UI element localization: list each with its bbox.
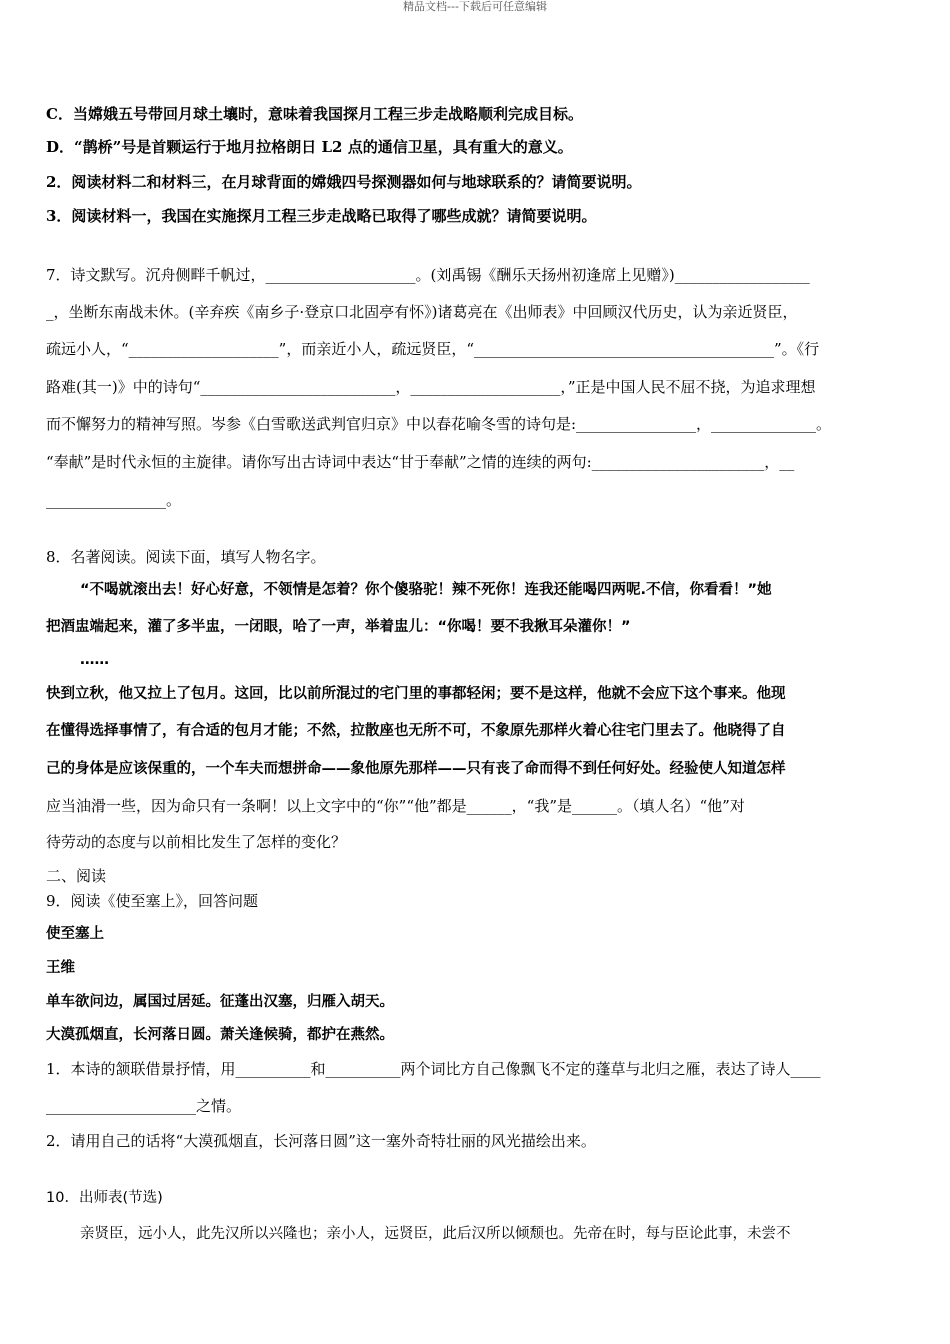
excerpt-line-1: “不喝就滚出去！好心好意，不领情是怎着？你个傻骆驼！辣不死你！连我还能喝四两呢.不信，你看看！”她 [80, 582, 772, 598]
question-9-2: 2．请用自己的话将“大漠孤烟直，长河落日圆”这一塞外奇特壮丽的风光描绘出来。 [46, 1132, 596, 1150]
question-8-line-1: 应当油滑一些，因为命只有一条啊！以上文字中的“你”“他”都是______，“我”是______。（填人名）“他”对 [46, 797, 745, 815]
poem-line-1: 单车欲问边，属国过居延。征蓬出汉塞，归雁入胡天。 [46, 994, 394, 1010]
question-7-line-2: _，坐断东南战未休。(辛弃疾《南乡子·登京口北固亭有怀》)诸葛亮在《出师表》中回顾汉代历史，认为亲近贤臣， [46, 303, 798, 321]
passage-line-1: 亲贤臣，远小人，此先汉所以兴隆也；亲小人，远贤臣，此后汉所以倾颓也。先帝在时，每与臣论此事，未尝不 [80, 1226, 791, 1242]
question-7-line-1: 7．诗文默写。沉舟侧畔千帆过，____________________。(刘禹锡《酬乐天扬州初逢席上见赠》)__________________ [46, 266, 810, 284]
question-10-title: 10．出师表(节选) [46, 1190, 163, 1206]
question-7-line-6: “奉献”是时代永恒的主旋律。请你写出古诗词中表达“甘于奉献”之情的连续的两句:_______________________，__ [46, 453, 795, 471]
option-d: D．“鹊桥”号是首颗运行于地月拉格朗日 L2 点的通信卫星，具有重大的意义。 [46, 138, 573, 156]
question-7-line-7: ________________。 [46, 491, 182, 509]
poem-line-2: 大漠孤烟直，长河落日圆。萧关逢候骑，都护在燕然。 [46, 1027, 394, 1043]
excerpt-line-5: 己的身体是应该保重的，一个车夫而想拼命——象他原先那样——只有丧了命而得不到任何好处。经验使人知道怎样 [46, 761, 786, 777]
poem-title: 使至塞上 [46, 926, 104, 942]
question-7-line-4: 路难(其一)》中的诗句“__________________________，____________________，”正是中国人民不屈不挠，为追求理想 [46, 378, 816, 396]
excerpt-line-2: 把酒盅端起来，灌了多半盅，一闭眼，哈了一声，举着盅儿：“你喝！要不我揪耳朵灌你！” [46, 619, 631, 635]
section-2-heading: 二、阅读 [46, 867, 107, 885]
question-9-title: 9．阅读《使至塞上》，回答问题 [46, 892, 259, 910]
excerpt-line-3: 快到立秋，他又拉上了包月。这回，比以前所混过的宅门里的事都轻闲；要不是这样，他就不会应下这个事来。他现 [46, 686, 786, 702]
question-9-1-line-2: ____________________之情。 [46, 1097, 242, 1115]
question-3: 3．阅读材料一，我国在实施探月工程三步走战略已取得了哪些成就？请简要说明。 [46, 207, 597, 225]
page-header: 精品文档---下载后可任意编辑 [403, 0, 547, 13]
question-7-line-3: 疏远小人，“____________________”，而亲近小人，疏远贤臣，“________________________________________”。《行 [46, 340, 820, 358]
question-8-line-2: 待劳动的态度与以前相比发生了怎样的变化？ [46, 833, 347, 851]
excerpt-line-4: 在懂得选择事情了，有合适的包月才能；不然，拉散座也无所不可，不象原先那样火着心往宅门里去了。他晓得了自 [46, 723, 786, 739]
question-8-title: 8．名著阅读。阅读下面，填写人物名字。 [46, 548, 326, 566]
poem-author: 王维 [46, 960, 75, 976]
question-2: 2．阅读材料二和材料三，在月球背面的嫦娥四号探测器如何与地球联系的？请简要说明。 [46, 173, 642, 191]
question-9-1-line-1: 1．本诗的颔联借景抒情，用__________和__________两个词比方自己像飘飞不定的蓬草与北归之雁，表达了诗人____ [46, 1060, 821, 1078]
option-c: C．当嫦娥五号带回月球土壤时，意味着我国探月工程三步走战略顺利完成目标。 [46, 105, 583, 123]
excerpt-ellipsis: …… [80, 652, 109, 668]
question-7-line-5: 而不懈努力的精神写照。岑参《白雪歌送武判官归京》中以春花喻冬雪的诗句是:________________，______________。 [46, 415, 832, 433]
